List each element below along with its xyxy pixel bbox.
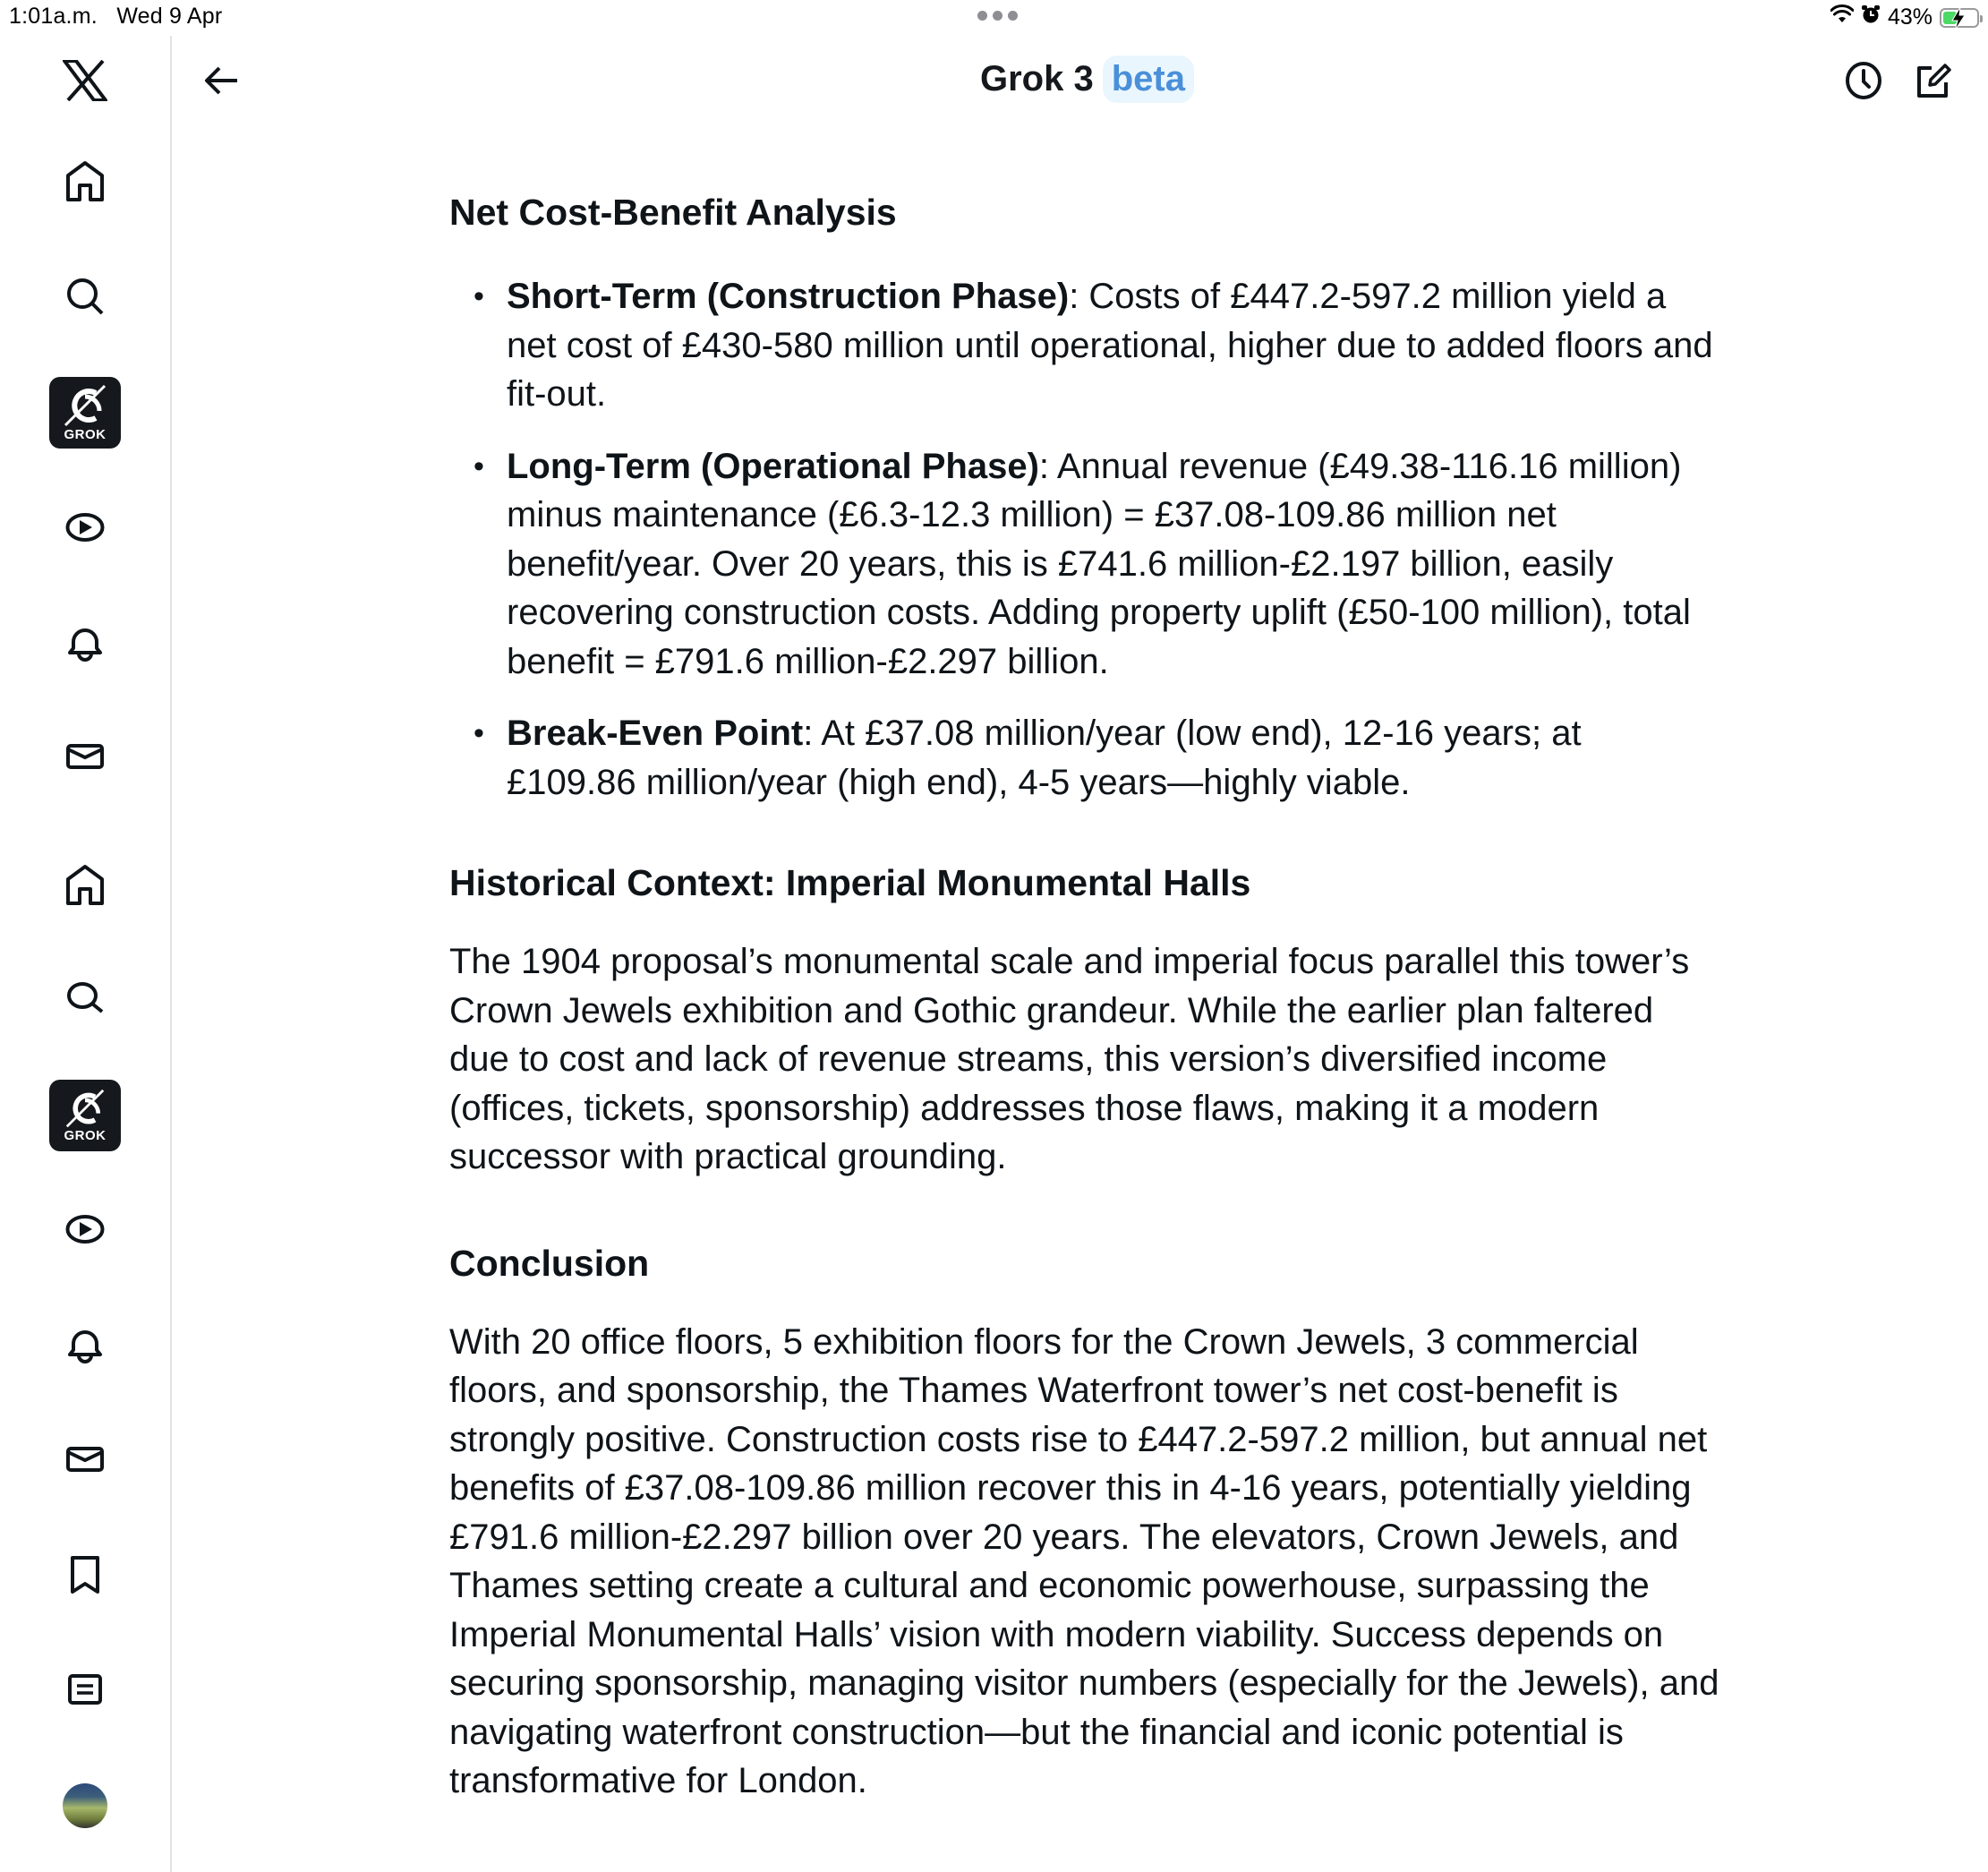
grok-response: [449, 188, 1720, 1806]
bell-icon: [65, 622, 105, 666]
bullet-text: : Annual revenue (£49.38-116.16 million) minus maintenance (£6.3-12.3 million) = £37.08-109.86 million net benefit/year. Over 20 years, this is £741.6 million-£2.197 billion, easily recovering construction costs. Adding property uplift (£50-100 million), total benefit = £791.6 million-£2.297 billion.: [507, 446, 1691, 681]
avatar: [63, 1783, 107, 1828]
bullet-label: Short-Term (Construction Phase): [507, 277, 1070, 316]
back-button[interactable]: [197, 57, 247, 107]
section-net-cost-benefit: [449, 188, 1720, 807]
grok-label: GROK: [64, 1127, 107, 1143]
status-indicators: [1830, 4, 1979, 31]
bullet-list: [449, 272, 1720, 807]
history-clock-icon: [1844, 61, 1883, 105]
bullet-label: Break-Even Point: [507, 714, 804, 753]
sidebar-item-search[interactable]: [49, 262, 121, 334]
mail-icon: [65, 1440, 105, 1483]
sidebar-item-video-2[interactable]: [49, 1195, 121, 1267]
mail-icon: [65, 737, 105, 781]
sidebar-item-grok-2[interactable]: [49, 1080, 121, 1151]
wifi-icon: [1830, 4, 1854, 30]
bullet-text: : At £37.08 million/year (low end), 12-16 years; at £109.86 million/year (high end), 4-5 years—highly viable.: [507, 714, 1582, 802]
sidebar-item-bookmarks[interactable]: [49, 1541, 121, 1612]
sidebar-divider: [170, 36, 172, 1872]
status-time-date: [9, 4, 222, 30]
section-conclusion: [449, 1239, 1720, 1806]
beta-badge: beta: [1103, 56, 1194, 103]
bullet-text: : Costs of £447.2-597.2 million yield a net cost of £430-580 million until operational, higher due to added floors and fit-out.: [507, 277, 1713, 414]
battery-percent: 43%: [1887, 4, 1933, 30]
alarm-icon: [1861, 4, 1881, 31]
new-chat-compose-icon: [1914, 61, 1953, 105]
sidebar-item-messages-2[interactable]: [49, 1425, 121, 1497]
bookmark-icon: [67, 1555, 103, 1599]
arrow-left-icon: [204, 65, 240, 100]
sidebar-item-home[interactable]: [49, 147, 121, 218]
new-chat-button[interactable]: [1908, 57, 1958, 107]
section-heading: Conclusion: [449, 1242, 650, 1284]
sidebar-item-messages[interactable]: [49, 722, 121, 794]
sidebar-item-notifications-2[interactable]: [49, 1310, 121, 1381]
list-item: [449, 709, 1720, 807]
sidebar-item-search-2[interactable]: [49, 964, 121, 1036]
section-heading: Net Cost-Benefit Analysis: [449, 192, 897, 233]
search-icon: [65, 277, 105, 321]
page-title: [980, 56, 1194, 103]
sidebar-item-lists[interactable]: [49, 1655, 121, 1727]
sidebar-item-home-2[interactable]: [49, 851, 121, 922]
history-button[interactable]: [1839, 57, 1889, 107]
chat-header: [172, 36, 1988, 125]
status-bar: [0, 0, 1988, 36]
grok-icon: [49, 377, 121, 449]
bullet-label: Long-Term (Operational Phase): [507, 446, 1039, 486]
bell-icon: [65, 1324, 105, 1368]
sidebar-item-notifications[interactable]: [49, 608, 121, 680]
section-heading: Historical Context: Imperial Monumental Halls: [449, 862, 1251, 903]
sidebar-item-x-logo[interactable]: [49, 47, 121, 118]
sidebar-item-grok[interactable]: [49, 377, 121, 449]
play-circle-icon: [65, 1210, 105, 1253]
search-icon: [65, 979, 105, 1022]
sidebar-item-profile[interactable]: [49, 1770, 121, 1842]
title-text: Grok 3: [980, 59, 1094, 98]
section-paragraph: With 20 office floors, 5 exhibition floors for the Crown Jewels, 3 commercial floors, and sponsorship, the Thames Waterfront tower’s net cost-benefit is strongly positive. Construction costs rise to £447.2-597.2 million, but annual net benefits of £37.08-109.86 million recover this in 4-16 years, potentially yielding £791.6 million-£2.297 billion over 20 years. The elevators, Crown Jewels, and Thames setting create a cultural and economic powerhouse, surpassing the Imperial Monumental Halls’ vision with modern viability. Success depends on securing sponsorship, managing visitor numbers (especially for the Jewels), and navigating waterfront construction—but the financial and iconic potential is transformative for London.: [449, 1321, 1719, 1800]
grok-label: GROK: [64, 426, 107, 442]
multitasking-dots[interactable]: [977, 11, 1018, 21]
battery-charging-icon: [1940, 8, 1979, 28]
list-item: [449, 442, 1720, 687]
list-icon: [67, 1671, 103, 1712]
status-date: Wed 9 Apr: [116, 4, 223, 29]
home-icon: [65, 864, 105, 910]
status-time: 1:01a.m.: [9, 4, 98, 29]
x-logo-icon: [63, 60, 107, 106]
section-paragraph: The 1904 proposal’s monumental scale and imperial focus parallel this tower’s Crown Jewels exhibition and Gothic grandeur. While the earlier plan faltered due to cost and lack of revenue streams, this version’s diversified income (offices, tickets, sponsorship) addresses those flaws, making it a modern successor with practical grounding.: [449, 942, 1690, 1176]
home-icon: [65, 160, 105, 206]
sidebar-item-video[interactable]: [49, 493, 121, 565]
list-item: [449, 272, 1720, 419]
section-historical-context: [449, 859, 1720, 1182]
play-circle-icon: [65, 508, 105, 551]
grok-icon: [49, 1080, 121, 1151]
sidebar-nav: [0, 36, 170, 1872]
